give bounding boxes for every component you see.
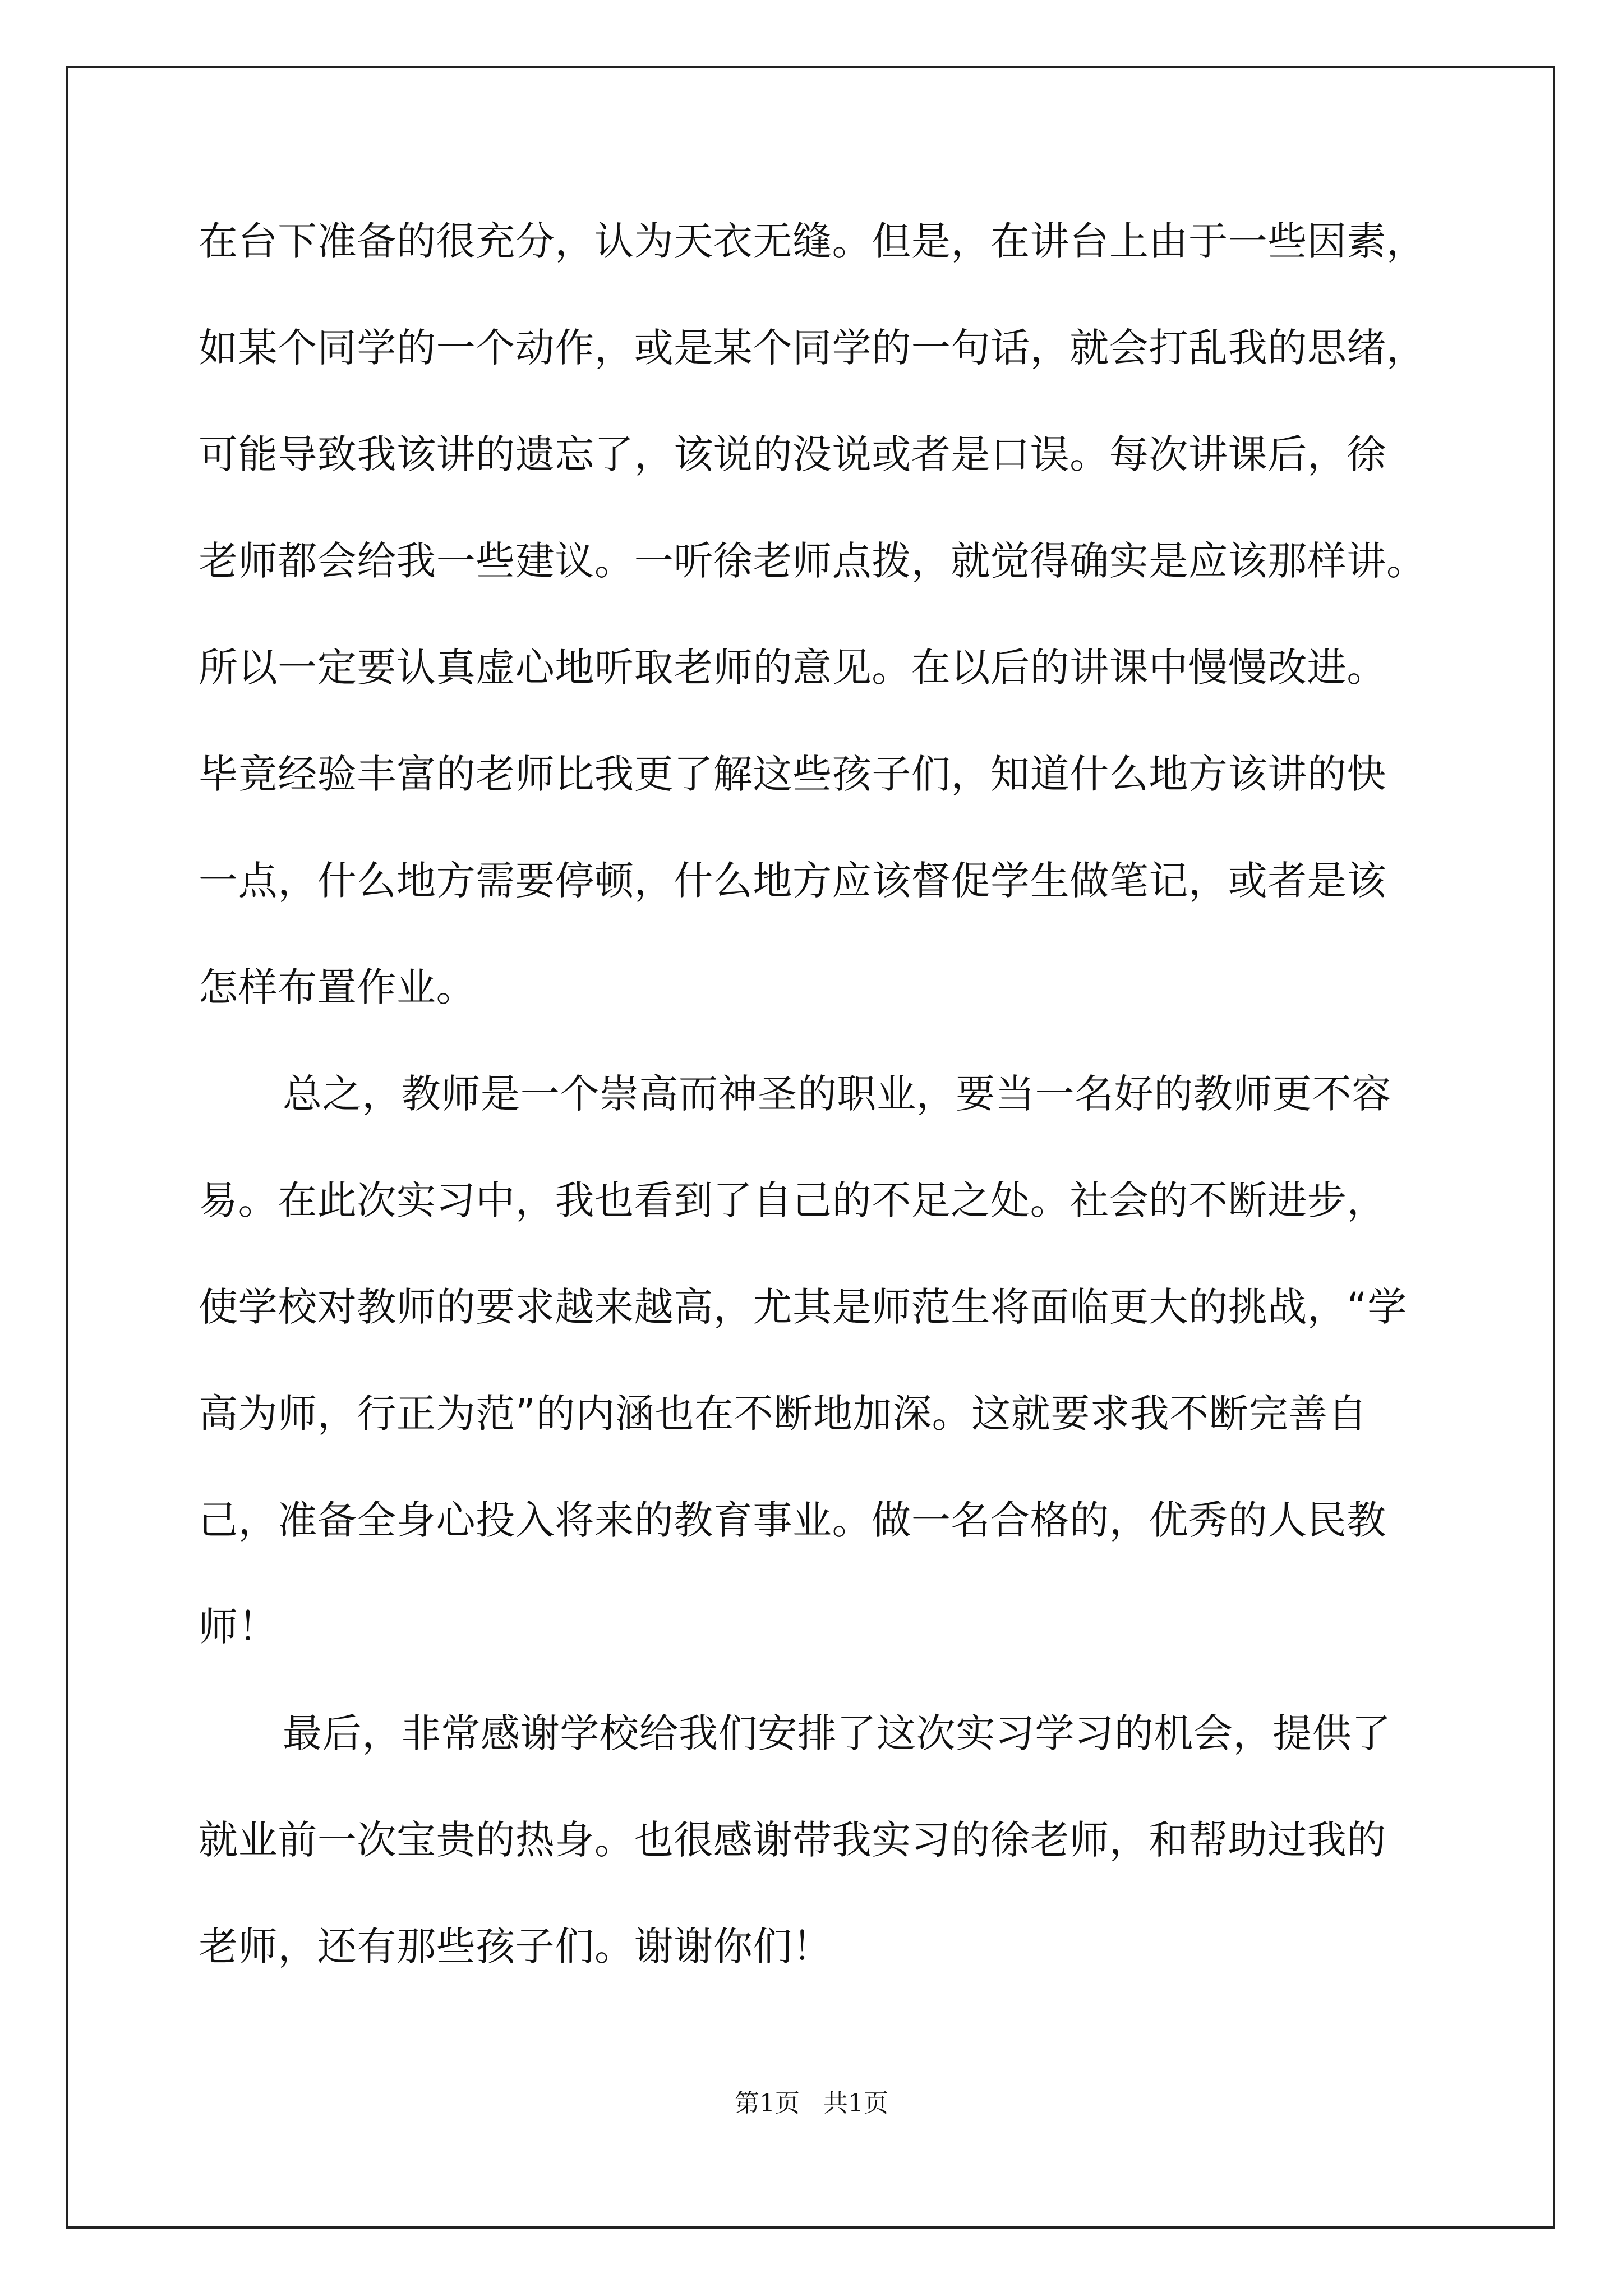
text-line: 高为师，行正为范”的内涵也在不断地加深。这就要求我不断完善自 (199, 1391, 1368, 1437)
text-line: 一点，什么地方需要停顿，什么地方应该督促学生做笔记，或者是该 (199, 858, 1386, 904)
text-line: 易。在此次实习中，我也看到了自己的不足之处。社会的不断进步， (199, 1177, 1386, 1223)
text-line: 使学校对教师的要求越来越高，尤其是师范生将面临更大的挑战，“学 (199, 1284, 1407, 1330)
text-line: 师！ (199, 1604, 278, 1650)
text-line: 毕竟经验丰富的老师比我更了解这些孩子们，知道什么地方该讲的快 (199, 751, 1386, 797)
page-footer: 第1页 共1页 (735, 2089, 888, 2118)
text-line: 老师，还有那些孩子们。谢谢你们！ (199, 1924, 832, 1970)
text-line: 老师都会给我一些建议。一听徐老师点拨，就觉得确实是应该那样讲。 (199, 538, 1426, 584)
text-line: 怎样布置作业。 (199, 964, 476, 1010)
text-line: 就业前一次宝贵的热身。也很感谢带我实习的徐老师，和帮助过我的 (199, 1817, 1386, 1863)
paragraph-start-line: 最后，非常感谢学校给我们安排了这次实习学习的机会，提供了 (283, 1710, 1391, 1756)
paragraph-start-line: 总之，教师是一个崇高而神圣的职业，要当一名好的教师更不容 (283, 1071, 1391, 1117)
text-line: 己，准备全身心投入将来的教育事业。做一名合格的，优秀的人民教 (199, 1497, 1386, 1543)
text-line: 在台下准备的很充分，认为天衣无缝。但是，在讲台上由于一些因素， (199, 218, 1426, 264)
text-line: 可能导致我该讲的遗忘了，该说的没说或者是口误。每次讲课后，徐 (199, 431, 1386, 477)
text-line: 如某个同学的一个动作，或是某个同学的一句话，就会打乱我的思绪， (199, 325, 1426, 371)
page-border (66, 66, 1555, 2229)
text-line: 所以一定要认真虚心地听取老师的意见。在以后的讲课中慢慢改进。 (199, 645, 1386, 691)
